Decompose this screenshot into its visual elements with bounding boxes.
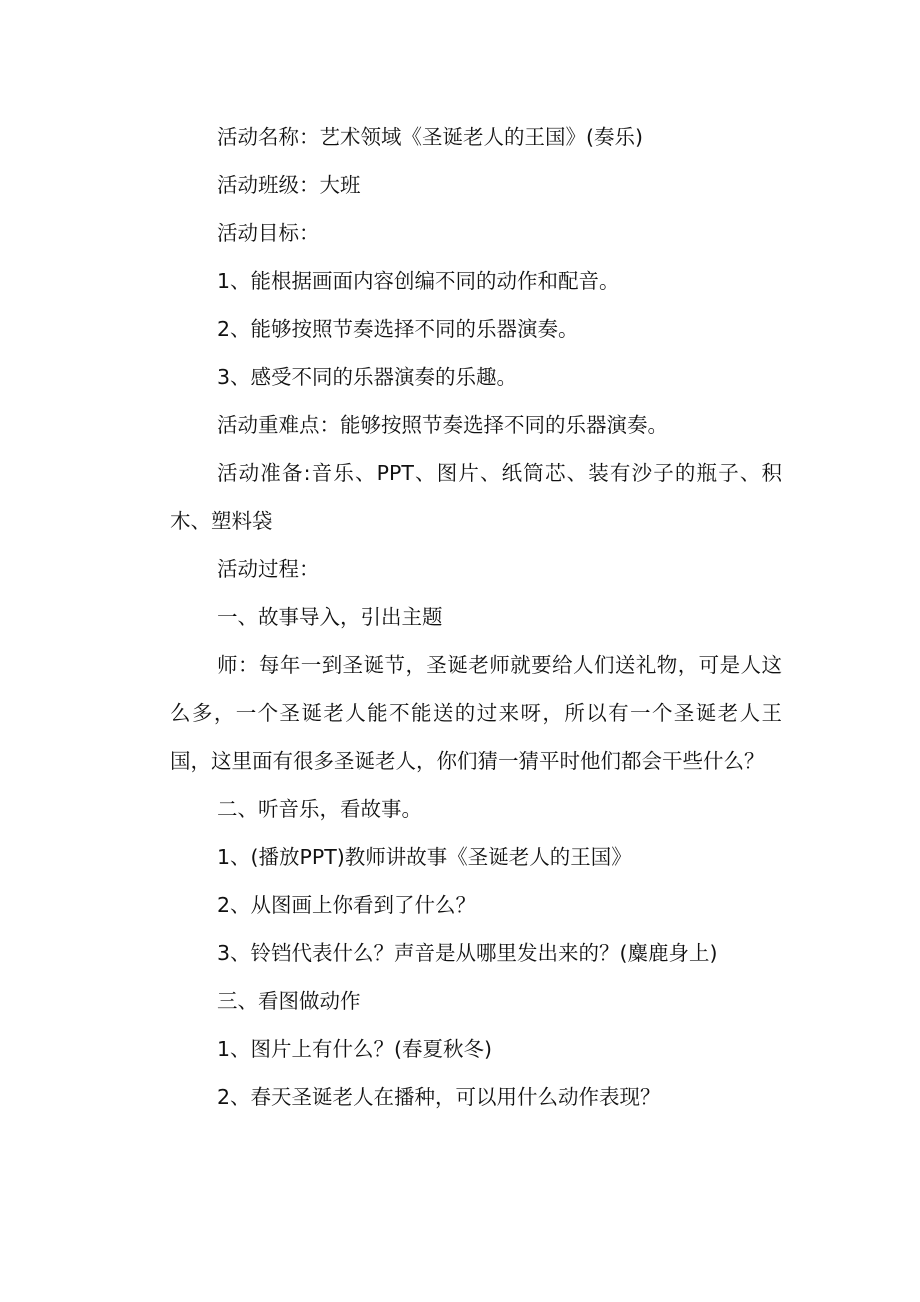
paragraph-section-1: 一、故事导入，引出主题 xyxy=(217,605,443,629)
paragraph-section-3: 三、看图做动作 xyxy=(217,989,361,1013)
paragraph-section-2: 二、听音乐，看故事。 xyxy=(217,797,422,821)
paragraph-step-2-1: 1、(播放PPT)教师讲故事《圣诞老人的王国》 xyxy=(217,845,632,869)
paragraph-activity-name: 活动名称：艺术领域《圣诞老人的王国》(奏乐) xyxy=(217,125,643,149)
paragraph-teacher-intro: 师：每年一到圣诞节，圣诞老师就要给人们送礼物，可是人这么多，一个圣诞老人能不能送的过来呀，所以有一个圣诞老人王国，这里面有很多圣诞老人，你们猜一猜平时他们都会干些什么？ xyxy=(170,653,782,773)
paragraph-goal-1: 1、能根据画面内容创编不同的动作和配音。 xyxy=(217,269,620,293)
paragraph-step-2-3: 3、铃铛代表什么？声音是从哪里发出来的？(麋鹿身上) xyxy=(217,941,718,965)
paragraph-goal-3: 3、感受不同的乐器演奏的乐趣。 xyxy=(217,365,518,389)
paragraph-process-heading: 活动过程： xyxy=(217,557,320,581)
document-body xyxy=(170,113,782,1121)
paragraph-step-2-2: 2、从图画上你看到了什么？ xyxy=(217,893,477,917)
paragraph-goals-heading: 活动目标： xyxy=(217,221,320,245)
paragraph-step-3-2: 2、春天圣诞老人在播种，可以用什么动作表现？ xyxy=(217,1085,661,1109)
paragraph-preparation: 活动准备:音乐、PPT、图片、纸筒芯、装有沙子的瓶子、积木、塑料袋 xyxy=(170,461,782,533)
paragraph-activity-class: 活动班级：大班 xyxy=(217,173,361,197)
paragraph-goal-2: 2、能够按照节奏选择不同的乐器演奏。 xyxy=(217,317,579,341)
paragraph-step-3-1: 1、图片上有什么？(春夏秋冬) xyxy=(217,1037,493,1061)
paragraph-key-points: 活动重难点：能够按照节奏选择不同的乐器演奏。 xyxy=(217,413,668,437)
